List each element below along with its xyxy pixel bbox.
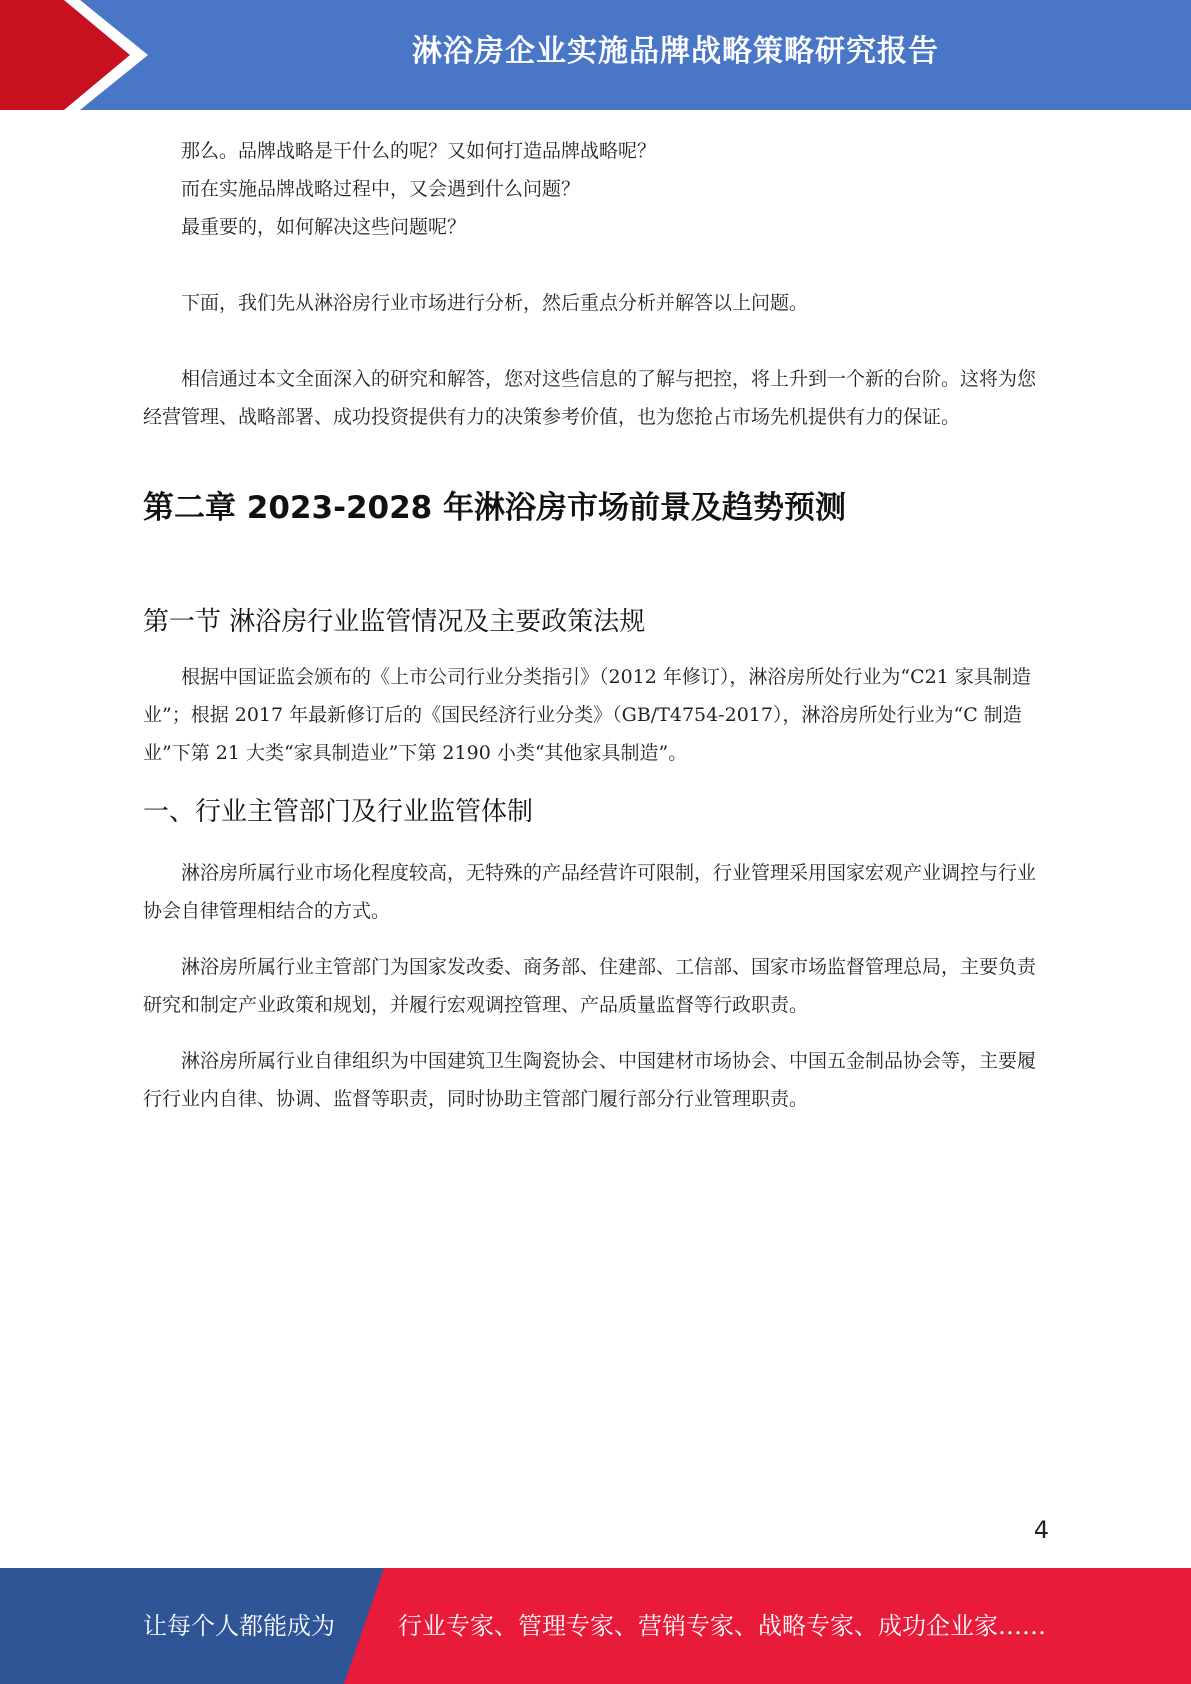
intro-paragraph-3: 相信通过本文全面深入的研究和解答，您对这些信息的了解与把控，将上升到一个新的台阶。这将为您经营管理、战略部署、成功投资提供有力的决策参考价值，也为您抢占市场先机提供有力的保证。 [143, 368, 1037, 428]
subsection-paragraph-2: 淋浴房所属行业主管部门为国家发改委、商务部、住建部、工信部、国家市场监督管理总局，主要负责研究和制定产业政策和规划，并履行宏观调控管理、产品质量监督等行政职责。 [143, 956, 1037, 1016]
footer-slogan-right: 行业专家、管理专家、营销专家、战略专家、成功企业家…… [398, 1612, 1046, 1640]
subsection-paragraph-3: 淋浴房所属行业自律组织为中国建筑卫生陶瓷协会、中国建材市场协会、中国五金制品协会等，主要履行行业内自律、协调、监督等职责，同时协助主管部门履行部分行业管理职责。 [143, 1050, 1037, 1110]
page-number: 4 [1033, 1516, 1049, 1544]
subsection-paragraph-1: 淋浴房所属行业市场化程度较高，无特殊的产品经营许可限制，行业管理采用国家宏观产业调控与行业协会自律管理相结合的方式。 [143, 862, 1037, 922]
section-paragraph-1: 根据中国证监会颁布的《上市公司行业分类指引》（2012 年修订），淋浴房所处行业为“C21 家具制造业”；根据 2017 年最新修订后的《国民经济行业分类》（GB/T4754-2017），淋浴房所处行业为“C 制造业”下第 21 大类“家具制造业”下第 2190 小类“其他家具制造”。 [143, 666, 1031, 764]
intro-line-1: 那么。品牌战略是干什么的呢？又如何打造品牌战略呢？ [181, 140, 657, 162]
intro-paragraph-2: 下面，我们先从淋浴房行业市场进行分析，然后重点分析并解答以上问题。 [181, 292, 809, 314]
intro-line-2: 而在实施品牌战略过程中，又会遇到什么问题？ [181, 178, 581, 200]
section-title: 第一节 淋浴房行业监管情况及主要政策法规 [143, 607, 646, 637]
report-title: 淋浴房企业实施品牌战略策略研究报告 [412, 34, 939, 69]
page-footer [0, 1568, 1191, 1684]
document-body [143, 132, 1048, 1118]
footer-slogan-left: 让每个人都能成为 [143, 1612, 335, 1640]
intro-line-3: 最重要的，如何解决这些问题呢？ [181, 216, 467, 238]
subsection-title: 一、行业主管部门及行业监管体制 [143, 797, 534, 827]
header-arrow-decoration [0, 0, 200, 110]
page-header [0, 0, 1191, 110]
chapter-title: 第二章 2023-2028 年淋浴房市场前景及趋势预测 [143, 490, 847, 526]
